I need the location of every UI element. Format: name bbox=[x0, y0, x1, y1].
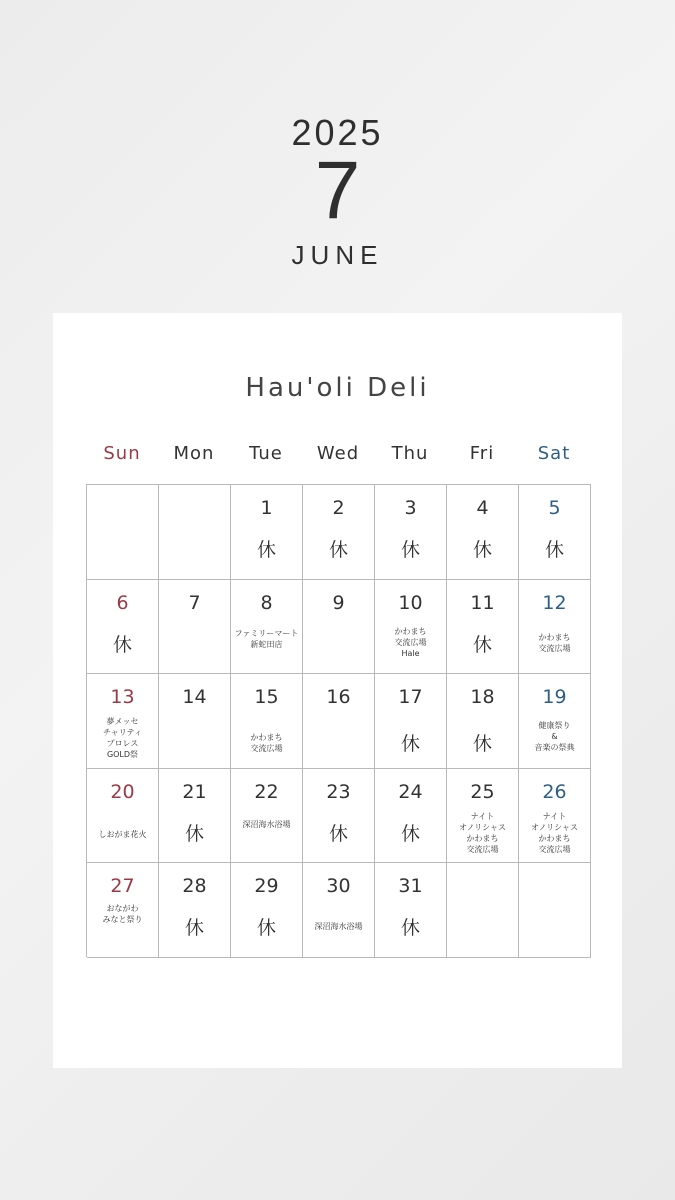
event-note: 夢メッセ チャリティ プロレス GOLD祭 bbox=[103, 717, 142, 760]
day-number: 7 bbox=[188, 591, 201, 614]
day-number: 1 bbox=[260, 497, 273, 519]
day-number: 25 bbox=[470, 780, 495, 803]
event-note: かわまち 交流広場 bbox=[538, 632, 571, 653]
calendar-day-cell bbox=[447, 674, 519, 769]
calendar-day-cell bbox=[303, 485, 375, 580]
calendar-day-cell bbox=[303, 769, 375, 864]
calendar-day-cell bbox=[231, 485, 303, 580]
weekday-fri: Fri bbox=[469, 443, 495, 464]
closed-mark: 休 bbox=[184, 917, 204, 940]
closed-mark: 休 bbox=[184, 822, 204, 845]
day-number: 15 bbox=[254, 686, 279, 709]
calendar-day-cell bbox=[159, 674, 231, 769]
day-number: 4 bbox=[476, 497, 489, 519]
calendar-day-cell bbox=[375, 674, 447, 769]
month-name: JUNE bbox=[291, 240, 384, 270]
calendar-day-cell bbox=[375, 863, 447, 958]
day-number: 12 bbox=[542, 591, 567, 614]
calendar-grid bbox=[86, 484, 591, 957]
calendar-day-cell bbox=[87, 485, 159, 580]
calendar-day-cell bbox=[519, 674, 591, 769]
calendar-day-cell bbox=[447, 769, 519, 864]
closed-mark: 休 bbox=[544, 539, 564, 561]
day-number: 19 bbox=[542, 686, 567, 709]
day-number: 27 bbox=[110, 875, 135, 898]
day-number: 30 bbox=[326, 875, 351, 898]
weekday-sun: Sun bbox=[103, 443, 141, 464]
event-note: しおがま花火 bbox=[98, 829, 147, 839]
day-number: 3 bbox=[404, 497, 417, 519]
calendar-day-cell bbox=[303, 863, 375, 958]
event-note: かわまち 交流広場 Hale bbox=[394, 626, 427, 658]
day-number: 8 bbox=[260, 591, 273, 614]
closed-mark: 休 bbox=[328, 539, 348, 561]
calendar-day-cell bbox=[231, 674, 303, 769]
day-number: 21 bbox=[182, 780, 207, 803]
day-number: 24 bbox=[398, 780, 423, 803]
calendar-day-cell bbox=[159, 580, 231, 675]
weekday-mon: Mon bbox=[173, 443, 215, 464]
calendar-day-cell bbox=[519, 580, 591, 675]
year-label: 2025 bbox=[291, 112, 384, 153]
calendar-day-cell bbox=[519, 863, 591, 958]
day-number: 10 bbox=[398, 591, 423, 614]
weekday-header-row bbox=[86, 443, 590, 464]
day-number: 2 bbox=[332, 497, 345, 519]
day-number: 14 bbox=[182, 686, 207, 709]
calendar-card bbox=[53, 313, 622, 1068]
calendar-day-cell bbox=[447, 485, 519, 580]
calendar-day-cell bbox=[231, 769, 303, 864]
calendar-day-cell bbox=[87, 674, 159, 769]
day-number: 26 bbox=[542, 780, 567, 803]
calendar-day-cell bbox=[87, 769, 159, 864]
closed-mark: 休 bbox=[256, 539, 276, 561]
calendar-day-cell bbox=[375, 769, 447, 864]
weekday-tue: Tue bbox=[249, 443, 283, 464]
event-note: 深沼海水浴場 bbox=[242, 819, 291, 829]
event-note: ファミリーマート 新蛇田店 bbox=[234, 628, 299, 649]
closed-mark: 休 bbox=[400, 539, 420, 561]
calendar-day-cell bbox=[159, 485, 231, 580]
weekday-sat: Sat bbox=[537, 443, 571, 464]
day-number: 16 bbox=[326, 686, 351, 709]
day-number: 18 bbox=[470, 686, 495, 709]
calendar-day-cell bbox=[447, 580, 519, 675]
calendar-day-cell bbox=[159, 863, 231, 958]
day-number: 17 bbox=[398, 686, 423, 709]
calendar-day-cell bbox=[375, 485, 447, 580]
shop-name: Hau'oli Deli bbox=[245, 373, 430, 403]
closed-mark: 休 bbox=[400, 822, 420, 845]
closed-mark: 休 bbox=[400, 917, 420, 940]
closed-mark: 休 bbox=[256, 917, 276, 940]
closed-mark: 休 bbox=[328, 822, 348, 845]
calendar-day-cell bbox=[519, 769, 591, 864]
calendar-day-cell bbox=[447, 863, 519, 958]
day-number: 13 bbox=[110, 686, 135, 709]
calendar-day-cell bbox=[231, 580, 303, 675]
calendar-day-cell bbox=[375, 580, 447, 675]
day-number: 9 bbox=[332, 591, 345, 614]
month-number: 7 bbox=[314, 145, 361, 236]
day-number: 28 bbox=[182, 875, 207, 898]
closed-mark: 休 bbox=[472, 733, 492, 756]
day-number: 31 bbox=[398, 875, 423, 898]
event-note: おながわ みなと祭り bbox=[102, 904, 143, 925]
closed-mark: 休 bbox=[472, 539, 492, 561]
closed-mark: 休 bbox=[472, 633, 492, 656]
day-number: 20 bbox=[110, 780, 135, 803]
calendar-day-cell bbox=[303, 674, 375, 769]
calendar-day-cell bbox=[519, 485, 591, 580]
weekday-thu: Thu bbox=[391, 443, 429, 464]
day-number: 6 bbox=[116, 591, 129, 614]
event-note: 深沼海水浴場 bbox=[314, 922, 363, 932]
closed-mark: 休 bbox=[112, 633, 132, 656]
calendar-day-cell bbox=[231, 863, 303, 958]
day-number: 29 bbox=[254, 875, 279, 898]
weekday-wed: Wed bbox=[316, 443, 360, 464]
event-note: ナイト オノリシャス かわまち 交流広場 bbox=[458, 811, 507, 854]
calendar-day-cell bbox=[87, 863, 159, 958]
closed-mark: 休 bbox=[400, 733, 420, 756]
event-note: かわまち 交流広場 bbox=[250, 733, 283, 754]
day-number: 11 bbox=[470, 591, 495, 614]
day-number: 22 bbox=[254, 780, 279, 803]
calendar-day-cell bbox=[159, 769, 231, 864]
calendar-day-cell bbox=[87, 580, 159, 675]
calendar-day-cell bbox=[303, 580, 375, 675]
event-note: ナイト オノリシャス かわまち 交流広場 bbox=[530, 811, 579, 854]
event-note: 健康祭り & 音楽の祭典 bbox=[534, 721, 575, 753]
day-number: 5 bbox=[548, 497, 561, 519]
day-number: 23 bbox=[326, 780, 351, 803]
